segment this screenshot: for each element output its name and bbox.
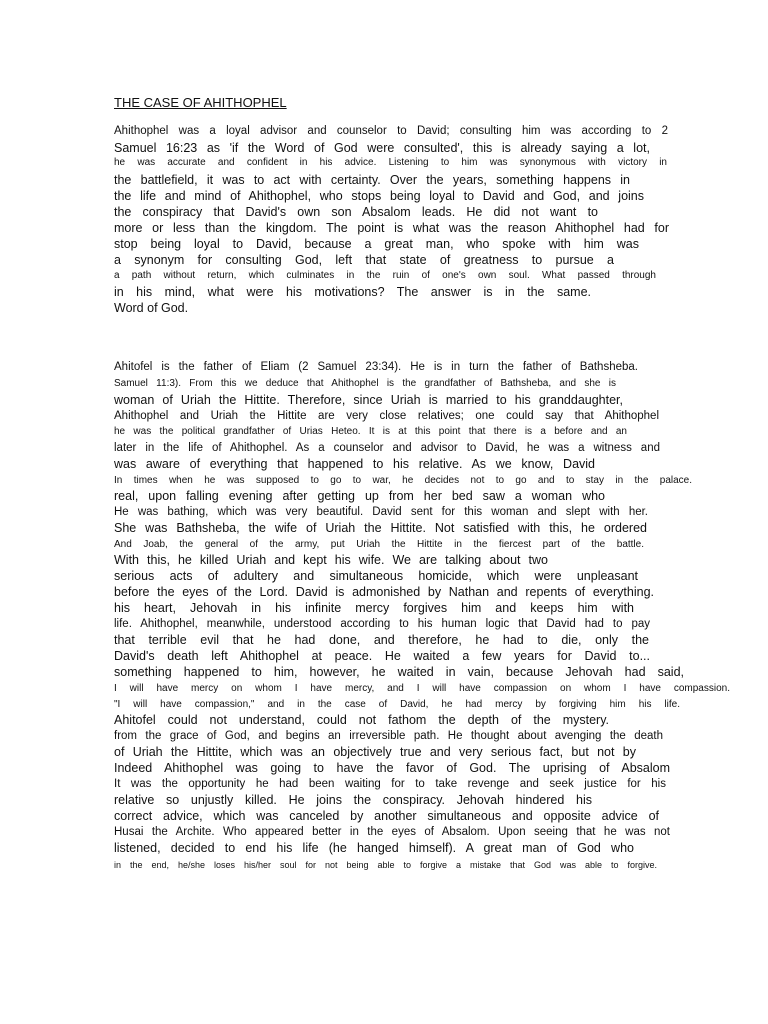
paragraph-2-line: in the end, he/she loses his/her soul for not being able to forgive a mistake that God was able to forgive. [114,860,657,870]
paragraph-1-line: a path without return, which culminates in the ruin of one's own soul. What passed through [114,270,656,281]
paragraph-1-line: he was accurate and confident in his advice. Listening to him was synonymous with victory in [114,157,667,168]
paragraph-2-line: Samuel 11:3). From this we deduce that Ahithophel is the grandfather of Bathsheba, and she is [114,378,616,389]
paragraph-1-line: the conspiracy that David's own son Absalom leads. He did not want to [114,205,598,219]
paragraph-1-line: more or less than the kingdom. The point is what was the reason Ahithophel had for [114,221,669,235]
paragraph-2-line: that terrible evil that he had done, and therefore, he had to die, only the [114,633,649,647]
paragraph-2-line: Ahitofel could not understand, could not fathom the depth of the mystery. [114,713,609,727]
paragraph-2-line: Ahithophel and Uriah the Hittite are very close relatives; one could say that Ahithophel [114,410,659,422]
paragraph-2-line: With this, he killed Uriah and kept his wife. We are talking about two [114,553,548,567]
paragraph-2-line: And Joab, the general of the army, put Uriah the Hittite in the fiercest part of the battle. [114,539,644,550]
paragraph-2-line: woman of Uriah the Hittite. Therefore, since Uriah is married to his granddaughter, [114,393,623,407]
paragraph-1-line: stop being loyal to David, because a great man, who spoke with him was [114,237,639,251]
paragraph-2-line: It was the opportunity he had been waiting for to take revenge and seek justice for his [114,778,666,790]
paragraph-2-line: Husai the Archite. Who appeared better in the eyes of Absalom. Upon seeing that he was not [114,826,670,838]
paragraph-2-line: was aware of everything that happened to his relative. As we know, David [114,457,595,471]
paragraph-2-line: listened, decided to end his life (he hanged himself). A great man of God who [114,841,634,855]
paragraph-2-line: life. Ahithophel, meanwhile, understood according to his human logic that David had to pay [114,618,650,630]
paragraph-1-line: in his mind, what were his motivations? The answer is in the same. [114,285,591,299]
paragraph-2-line: She was Bathsheba, the wife of Uriah the Hittite. Not satisfied with this, he ordered [114,521,647,535]
document-title: THE CASE OF AHITHOPHEL [114,95,287,110]
paragraph-2-line: of Uriah the Hittite, which was an objectively true and very serious fact, but not by [114,745,636,759]
paragraph-2-line: something happened to him, however, he waited in vain, because Jehovah had said, [114,665,684,679]
paragraph-2-line: later in the life of Ahithophel. As a counselor and advisor to David, he was a witness and [114,442,660,454]
paragraph-2-line: I will have mercy on whom I have mercy, and I will have compassion on whom I have compassion. [114,683,730,694]
paragraph-1-line: the life and mind of Ahithophel, who stops being loyal to David and God, and joins [114,189,644,203]
paragraph-1-line: Word of God. [114,301,189,315]
paragraph-1-line: the battlefield, it was to act with certainty. Over the years, something happens in [114,173,630,187]
paragraph-2-line: David's death left Ahithophel at peace. He waited a few years for David to... [114,649,650,663]
paragraph-1-line: Samuel 16:23 as 'if the Word of God were consulted', this is already saying a lot, [114,141,650,155]
paragraph-2-line: Indeed Ahithophel was going to have the favor of God. The uprising of Absalom [114,761,670,775]
paragraph-2-line: correct advice, which was canceled by another simultaneous and opposite advice of [114,809,659,823]
paragraph-2-line: from the grace of God, and begins an irreversible path. He thought about avenging the death [114,730,663,742]
paragraph-2-line: Ahitofel is the father of Eliam (2 Samuel 23:34). He is in turn the father of Bathsheba. [114,361,638,373]
paragraph-2-line: before the eyes of the Lord. David is admonished by Nathan and repents of everything. [114,585,654,599]
paragraph-2-line: he was the political grandfather of Urias Heteo. It is at this point that there is a before and an [114,426,627,437]
paragraph-2-line: his heart, Jehovah in his infinite mercy forgives him and keeps him with [114,601,634,615]
paragraph-1-line: Ahithophel was a loyal advisor and counselor to David; consulting him was according to 2 [114,125,668,137]
paragraph-2-line: relative so unjustly killed. He joins the conspiracy. Jehovah hindered his [114,793,592,807]
paragraph-2-line: He was bathing, which was very beautiful. David sent for this woman and slept with her. [114,506,648,518]
paragraph-1-line: a synonym for consulting God, left that state of greatness to pursue a [114,253,614,267]
paragraph-2-line: real, upon falling evening after getting up from her bed saw a woman who [114,489,605,503]
paragraph-2-line: "I will have compassion," and in the case of David, he had mercy by forgiving him his life. [114,699,680,710]
paragraph-2-line: serious acts of adultery and simultaneous homicide, which were unpleasant [114,569,638,583]
paragraph-2-line: In times when he was supposed to go to war, he decides not to go and to stay in the palace. [114,475,692,486]
